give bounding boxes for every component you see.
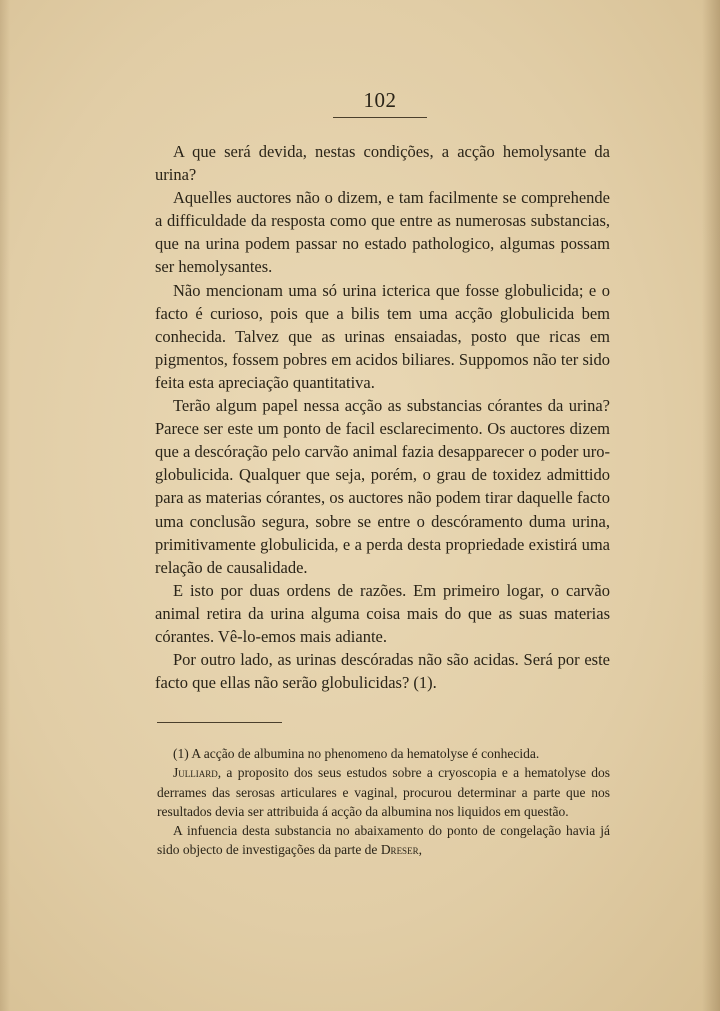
paragraph: Terão algum papel nessa acção as substancias córantes da urina? Parece ser este um ponto de facil esclarecimento. Os auctores dizem que a descóração pelo carvão animal fazia desapparecer o poder uro-globulicida. Qualquer que seja, porém, o grau de toxidez admittido para as materias córantes, os auctores não podem tirar daquelle facto uma conclusão segura, sobre se entre o descóramento duma urina, primitivamente globulicida, e a perda desta propriedade existirá uma relação de causalidade. <box>155 396 610 577</box>
paragraph: Aquelles auctores não o dizem, e tam facilmente se comprehende a difficuldade da resposta como que entre as numerosas substancias, que na urina podem passar no estado pathologico, algumas possam ser hemolysantes. <box>155 188 610 277</box>
footnote-text: A infuencia desta substancia no abaixamento do ponto de congelação havia já sido objecto de investigações da parte de <box>157 823 610 858</box>
footnote-rule <box>157 722 282 723</box>
footnote-text: , <box>418 842 422 858</box>
page-shadow-right <box>702 0 720 1011</box>
footnote-paragraph <box>157 821 610 860</box>
paragraph: Por outro lado, as urinas descóradas não são acidas. Será por este facto que ellas não serão globulicidas? (1). <box>155 650 610 693</box>
author-name: Julliard <box>173 765 218 781</box>
footnote-paragraph <box>157 763 610 821</box>
author-name: Dreser <box>380 842 419 858</box>
main-text <box>155 140 610 694</box>
page-shadow-left <box>0 0 10 1011</box>
header-rule <box>333 117 427 118</box>
footnotes <box>157 744 610 860</box>
paragraph: E isto por duas ordens de razões. Em primeiro logar, o carvão animal retira da urina alguma coisa mais do que as suas materias córantes. Vê-lo-emos mais adiante. <box>155 580 610 646</box>
footnote-1: (1) A acção de albumina no phenomeno da hematolyse é conhecida. <box>173 746 540 761</box>
paragraph: A que será devida, nestas condições, a acção hemolysante da urina? <box>155 142 610 185</box>
paragraph: Não mencionam uma só urina icterica que fosse globulicida; e o facto é curioso, pois que a bilis tem uma acção globulicida bem conhecida. Talvez que as urinas ensaiadas, posto que ricas em pigmentos, fossem pobres em acidos biliares. Suppomos não ter sido feita esta apreciação quantitativa. <box>155 280 610 392</box>
page-number: 102 <box>363 88 397 112</box>
footnote-text: , a proposito dos seus estudos sobre a cryoscopia e a hematolyse dos derrames das serosas articulares e vaginal, procurou determinar a parte que nos resultados devia ser attribuida á acção da albumina nos liquidos em questão. <box>157 765 610 819</box>
